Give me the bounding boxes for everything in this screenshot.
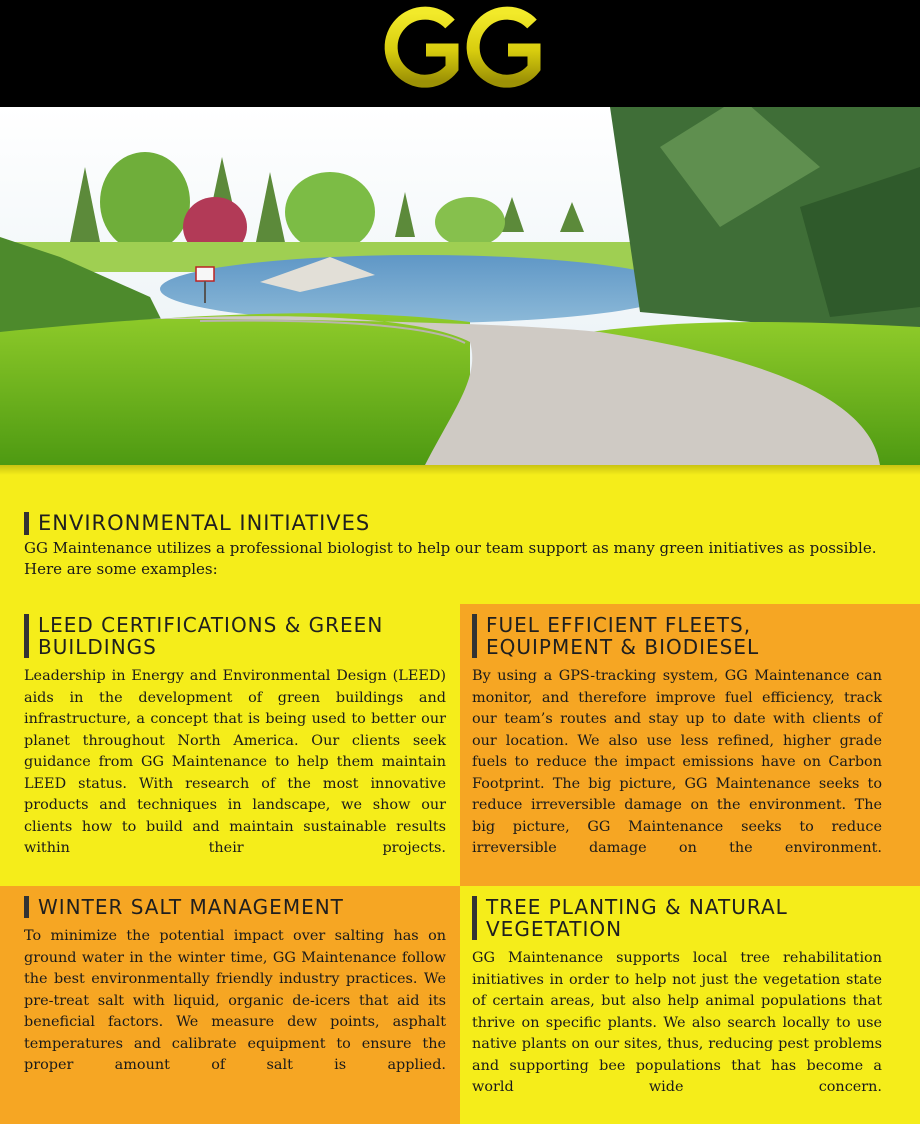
panel-leed-title: LEED CERTIFICATIONS & GREEN BUILDINGS: [24, 614, 446, 658]
header-bar: [0, 0, 920, 107]
panel-winter-salt: [0, 886, 460, 1124]
panel-fuel-text: By using a GPS-tracking system, GG Maintenance can monitor, and therefore improve fuel efficiency, track our team’s routes and stay up to date with clients of our location. We also use less refined, higher grade fuels to reduce the impact emissions have on Carbon Footprint. The big picture, GG Maintenance seeks to reduce irreversible damage on the environment. The big picture, GG Maintenance seeks to reduce irreversible damage on the environment.: [472, 668, 882, 856]
gg-logo-graphic: [380, 6, 542, 96]
panel-tree-planting-text: GG Maintenance supports local tree rehabilitation initiatives in order to help not just the vegetation state of certain areas, but also help animal populations that thrive on specific plants. We also search locally to use native plants on our sites, thus, reducing pest problems and supporting bee populations that has become a world wide concern.: [472, 950, 882, 1095]
panel-tree-planting: [460, 886, 920, 1124]
gg-logo[interactable]: [380, 6, 542, 96]
panel-fuel: [460, 604, 920, 886]
intro-title: ENVIRONMENTAL INITIATIVES: [24, 512, 896, 535]
panel-leed: [0, 604, 460, 886]
intro-text: GG Maintenance utilizes a professional biologist to help our team support as many green initiatives as possible. Here are some examples:: [24, 539, 877, 578]
panel-leed-text: Leadership in Energy and Environmental Design (LEED) aids in the development of green buildings and infrastructure, a concept that is being used to better our planet throughout North America. Our clients seek guidance from GG Maintenance to help them maintain LEED status. With research of the most innovative products and techniques in landscape, we show our clients how to build and maintain sustainable results within their projects.: [24, 668, 446, 856]
photo-shadow-divider: [0, 465, 920, 475]
panel-winter-salt-title: WINTER SALT MANAGEMENT: [24, 896, 446, 918]
panel-winter-salt-text: To minimize the potential impact over salting has on ground water in the winter time, GG Maintenance follow the best environmentally friendly industry practices. We pre-treat salt with liquid, organic de-icers that aid its beneficial factors. We measure dew points, asphalt temperatures and calibrate equipment to ensure the proper amount of salt is applied.: [24, 928, 446, 1073]
park-photo: [0, 107, 920, 465]
intro-section: [24, 512, 896, 580]
panel-tree-planting-title: TREE PLANTING & NATURAL VEGETATION: [472, 896, 882, 940]
panel-fuel-title: FUEL EFFICIENT FLEETS, EQUIPMENT & BIODIESEL: [472, 614, 882, 658]
